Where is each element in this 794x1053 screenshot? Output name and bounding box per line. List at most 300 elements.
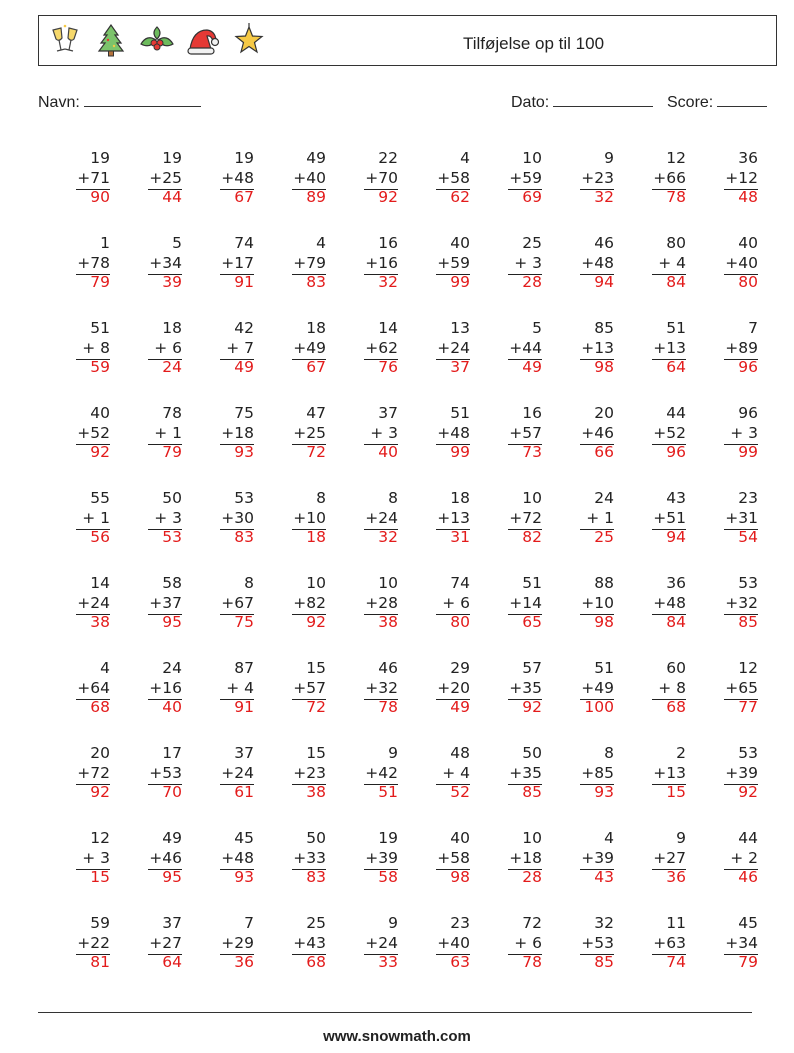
addition-problem (614, 741, 686, 826)
addition-problem (254, 486, 326, 571)
addend-top: 16 (378, 234, 398, 252)
answer: 93 (594, 783, 614, 801)
addition-problem (38, 826, 110, 911)
addend-top: 55 (90, 489, 110, 507)
addend-bottom: +79 (293, 253, 326, 272)
addition-problem (38, 571, 110, 656)
addend-bottom: +12 (725, 168, 758, 187)
addend-top: 5 (532, 319, 542, 337)
answer: 15 (666, 783, 686, 801)
answer: 38 (378, 613, 398, 631)
addition-problem (38, 231, 110, 316)
answer: 33 (378, 953, 398, 971)
answer: 40 (378, 443, 398, 461)
answer: 28 (522, 868, 542, 886)
addend-bottom: +52 (653, 423, 686, 442)
addend-bottom: +25 (293, 423, 326, 442)
addend-bottom: +24 (437, 338, 470, 357)
addend-bottom: +22 (77, 933, 110, 952)
addend-top: 59 (90, 914, 110, 932)
date-line[interactable] (553, 92, 653, 107)
answer: 61 (234, 783, 254, 801)
problem-row (38, 741, 758, 826)
addition-problem (686, 231, 758, 316)
answer: 84 (666, 273, 686, 291)
addition-problem (470, 826, 542, 911)
addition-problem (470, 316, 542, 401)
addend-bottom: +48 (437, 423, 470, 442)
addend-bottom: +30 (221, 508, 254, 527)
addend-top: 12 (738, 659, 758, 677)
addend-top: 4 (604, 829, 614, 847)
addition-problem (254, 316, 326, 401)
addition-problem (110, 231, 182, 316)
answer: 28 (522, 273, 542, 291)
answer: 76 (378, 358, 398, 376)
name-line[interactable] (84, 92, 201, 107)
addend-bottom: +57 (293, 678, 326, 697)
answer: 68 (90, 698, 110, 716)
addend-top: 51 (90, 319, 110, 337)
addition-problem (470, 146, 542, 231)
addend-top: 23 (450, 914, 470, 932)
addend-bottom: +65 (725, 678, 758, 697)
addition-problem (38, 656, 110, 741)
answer: 98 (450, 868, 470, 886)
addend-bottom: +13 (653, 338, 686, 357)
addend-bottom: + 1 (586, 508, 614, 527)
addend-top: 19 (234, 149, 254, 167)
addend-top: 9 (676, 829, 686, 847)
addend-bottom: +34 (149, 253, 182, 272)
score-label: Score: (667, 94, 714, 111)
addend-bottom: +46 (149, 848, 182, 867)
addition-problem (182, 911, 254, 996)
footer-site: www.snowmath.com (323, 1028, 471, 1045)
addend-top: 51 (666, 319, 686, 337)
answer: 94 (594, 273, 614, 291)
addition-problem (542, 656, 614, 741)
addend-top: 29 (450, 659, 470, 677)
addend-top: 25 (522, 234, 542, 252)
addend-top: 85 (594, 319, 614, 337)
addend-bottom: +82 (293, 593, 326, 612)
answer: 96 (738, 358, 758, 376)
addition-problem (542, 401, 614, 486)
addend-bottom: +24 (365, 508, 398, 527)
addend-bottom: +58 (437, 848, 470, 867)
addend-top: 10 (378, 574, 398, 592)
addition-problem (470, 486, 542, 571)
addend-bottom: +31 (725, 508, 758, 527)
addend-bottom: +59 (509, 168, 542, 187)
addend-top: 16 (522, 404, 542, 422)
addend-top: 23 (738, 489, 758, 507)
answer: 37 (450, 358, 470, 376)
addend-top: 8 (388, 489, 398, 507)
answer: 92 (90, 443, 110, 461)
addend-bottom: + 6 (442, 593, 470, 612)
addend-bottom: +43 (293, 933, 326, 952)
name-field (38, 92, 201, 112)
answer: 83 (306, 273, 326, 291)
addend-top: 17 (162, 744, 182, 762)
addend-top: 13 (450, 319, 470, 337)
addition-problem (254, 826, 326, 911)
answer: 53 (162, 528, 182, 546)
problem-row (38, 316, 758, 401)
addend-bottom: +48 (653, 593, 686, 612)
addition-problem (254, 401, 326, 486)
addend-top: 40 (738, 234, 758, 252)
addend-bottom: +29 (221, 933, 254, 952)
answer: 89 (306, 188, 326, 206)
score-field (667, 92, 767, 112)
answer: 73 (522, 443, 542, 461)
addend-top: 4 (316, 234, 326, 252)
addition-problem (398, 231, 470, 316)
addition-problem (614, 401, 686, 486)
addend-bottom: +59 (437, 253, 470, 272)
problem-row (38, 401, 758, 486)
answer: 70 (162, 783, 182, 801)
score-line[interactable] (717, 92, 767, 107)
addend-bottom: +63 (653, 933, 686, 952)
addend-top: 18 (306, 319, 326, 337)
addend-top: 19 (162, 149, 182, 167)
addition-problem (542, 911, 614, 996)
addition-problem (254, 571, 326, 656)
addend-top: 10 (522, 489, 542, 507)
answer: 81 (90, 953, 110, 971)
addend-top: 53 (234, 489, 254, 507)
addend-top: 51 (522, 574, 542, 592)
answer: 80 (450, 613, 470, 631)
addition-problem (470, 911, 542, 996)
addend-bottom: +48 (221, 168, 254, 187)
date-label: Dato: (511, 94, 550, 111)
answer: 36 (666, 868, 686, 886)
answer: 93 (234, 868, 254, 886)
addend-bottom: + 8 (658, 678, 686, 697)
addend-bottom: + 7 (226, 338, 254, 357)
addend-bottom: +23 (293, 763, 326, 782)
addition-problem (110, 401, 182, 486)
addend-top: 80 (666, 234, 686, 252)
addend-top: 50 (522, 744, 542, 762)
addend-top: 1 (100, 234, 110, 252)
addition-problem (398, 571, 470, 656)
addend-bottom: +72 (509, 508, 542, 527)
addend-top: 74 (450, 574, 470, 592)
addend-bottom: +25 (149, 168, 182, 187)
answer: 91 (234, 698, 254, 716)
addend-bottom: + 1 (154, 423, 182, 442)
answer: 98 (594, 613, 614, 631)
problem-row (38, 656, 758, 741)
addend-bottom: +51 (653, 508, 686, 527)
answer: 75 (234, 613, 254, 631)
addition-problem (326, 656, 398, 741)
addend-top: 14 (90, 574, 110, 592)
answer: 15 (90, 868, 110, 886)
answer: 72 (306, 443, 326, 461)
addend-top: 24 (594, 489, 614, 507)
addend-bottom: +14 (509, 593, 542, 612)
answer: 51 (378, 783, 398, 801)
date-field (511, 92, 653, 112)
addend-bottom: +27 (149, 933, 182, 952)
addend-bottom: +46 (581, 423, 614, 442)
addend-bottom: +66 (653, 168, 686, 187)
answer: 90 (90, 188, 110, 206)
addend-bottom: +35 (509, 763, 542, 782)
addition-problem (614, 656, 686, 741)
addition-problem (38, 146, 110, 231)
addend-top: 47 (306, 404, 326, 422)
addition-problem (686, 826, 758, 911)
answer: 49 (450, 698, 470, 716)
addend-bottom: + 6 (514, 933, 542, 952)
addition-problem (326, 741, 398, 826)
addend-bottom: +39 (365, 848, 398, 867)
addend-top: 74 (234, 234, 254, 252)
addition-problem (614, 911, 686, 996)
answer: 95 (162, 613, 182, 631)
addend-top: 19 (90, 149, 110, 167)
addend-top: 7 (748, 319, 758, 337)
addition-problem (326, 231, 398, 316)
addition-problem (398, 316, 470, 401)
addition-problem (182, 826, 254, 911)
addend-top: 11 (666, 914, 686, 932)
footer-divider (38, 1012, 752, 1013)
addend-bottom: +64 (77, 678, 110, 697)
answer: 85 (522, 783, 542, 801)
addend-bottom: +53 (149, 763, 182, 782)
answer: 25 (594, 528, 614, 546)
answer: 98 (594, 358, 614, 376)
addend-bottom: +10 (293, 508, 326, 527)
addition-problem (38, 316, 110, 401)
answer: 79 (90, 273, 110, 291)
addend-top: 18 (450, 489, 470, 507)
addend-bottom: +48 (581, 253, 614, 272)
addend-top: 12 (666, 149, 686, 167)
addend-top: 46 (378, 659, 398, 677)
addend-bottom: +78 (77, 253, 110, 272)
answer: 82 (522, 528, 542, 546)
answer: 39 (162, 273, 182, 291)
addition-problem (470, 231, 542, 316)
answer: 18 (306, 528, 326, 546)
addition-problem (38, 741, 110, 826)
addition-problem (470, 401, 542, 486)
answer: 79 (738, 953, 758, 971)
answer: 68 (666, 698, 686, 716)
addend-top: 20 (90, 744, 110, 762)
answer: 85 (594, 953, 614, 971)
addition-problem (542, 486, 614, 571)
addend-bottom: +89 (725, 338, 758, 357)
addend-top: 8 (244, 574, 254, 592)
addition-problem (110, 741, 182, 826)
addend-top: 24 (162, 659, 182, 677)
addend-bottom: +62 (365, 338, 398, 357)
answer: 77 (738, 698, 758, 716)
addend-bottom: +24 (365, 933, 398, 952)
addend-bottom: +24 (77, 593, 110, 612)
page-title: Tilføjelse op til 100 (462, 34, 605, 53)
addend-top: 96 (738, 404, 758, 422)
addend-top: 50 (162, 489, 182, 507)
addend-bottom: +53 (581, 933, 614, 952)
addend-bottom: +67 (221, 593, 254, 612)
addend-bottom: +16 (149, 678, 182, 697)
problem-grid (38, 146, 758, 996)
addition-problem (398, 741, 470, 826)
answer: 54 (738, 528, 758, 546)
answer: 32 (594, 188, 614, 206)
answer: 92 (522, 698, 542, 716)
problem-row (38, 826, 758, 911)
addend-bottom: +32 (725, 593, 758, 612)
answer: 36 (234, 953, 254, 971)
addition-problem (38, 486, 110, 571)
addend-top: 87 (234, 659, 254, 677)
addend-top: 49 (162, 829, 182, 847)
addition-problem (614, 146, 686, 231)
addend-top: 45 (234, 829, 254, 847)
addend-bottom: +58 (437, 168, 470, 187)
addition-problem (398, 401, 470, 486)
addend-top: 10 (306, 574, 326, 592)
addend-top: 51 (450, 404, 470, 422)
answer: 44 (162, 188, 182, 206)
addend-top: 15 (306, 659, 326, 677)
answer: 92 (738, 783, 758, 801)
addition-problem (398, 911, 470, 996)
addition-problem (254, 911, 326, 996)
answer: 66 (594, 443, 614, 461)
addend-bottom: +48 (221, 848, 254, 867)
addend-top: 7 (244, 914, 254, 932)
addend-top: 8 (604, 744, 614, 762)
addend-bottom: +17 (221, 253, 254, 272)
addition-problem (326, 486, 398, 571)
addition-problem (110, 316, 182, 401)
addend-top: 42 (234, 319, 254, 337)
addend-top: 5 (172, 234, 182, 252)
answer: 99 (450, 443, 470, 461)
addition-problem (614, 571, 686, 656)
addition-problem (398, 656, 470, 741)
addend-top: 36 (666, 574, 686, 592)
answer: 92 (90, 783, 110, 801)
answer: 40 (162, 698, 182, 716)
addend-top: 4 (460, 149, 470, 167)
answer: 46 (738, 868, 758, 886)
addend-bottom: +40 (725, 253, 758, 272)
addend-bottom: +52 (77, 423, 110, 442)
addend-bottom: +16 (365, 253, 398, 272)
answer: 69 (522, 188, 542, 206)
answer: 80 (738, 273, 758, 291)
addition-problem (614, 486, 686, 571)
addend-bottom: + 8 (82, 338, 110, 357)
answer: 68 (306, 953, 326, 971)
answer: 100 (584, 698, 614, 716)
addition-problem (254, 656, 326, 741)
addend-top: 9 (388, 744, 398, 762)
addition-problem (398, 826, 470, 911)
addition-problem (614, 231, 686, 316)
addend-top: 20 (594, 404, 614, 422)
addition-problem (542, 741, 614, 826)
addend-bottom: +44 (509, 338, 542, 357)
addend-top: 53 (738, 744, 758, 762)
addend-top: 2 (676, 744, 686, 762)
addend-bottom: +85 (581, 763, 614, 782)
problem-row (38, 911, 758, 996)
addend-bottom: +34 (725, 933, 758, 952)
addition-problem (182, 146, 254, 231)
addend-top: 60 (666, 659, 686, 677)
addend-top: 19 (378, 829, 398, 847)
addition-problem (182, 231, 254, 316)
addend-top: 40 (90, 404, 110, 422)
addend-top: 78 (162, 404, 182, 422)
answer: 65 (522, 613, 542, 631)
addend-bottom: + 6 (154, 338, 182, 357)
addend-bottom: +39 (725, 763, 758, 782)
addend-top: 15 (306, 744, 326, 762)
addition-problem (470, 571, 542, 656)
addend-top: 9 (604, 149, 614, 167)
addend-bottom: +49 (293, 338, 326, 357)
problem-row (38, 231, 758, 316)
addend-bottom: +18 (509, 848, 542, 867)
answer: 38 (90, 613, 110, 631)
addition-problem (326, 571, 398, 656)
addition-problem (686, 401, 758, 486)
addition-problem (110, 656, 182, 741)
addition-problem (686, 911, 758, 996)
addend-bottom: +39 (581, 848, 614, 867)
addend-bottom: +57 (509, 423, 542, 442)
addend-top: 37 (378, 404, 398, 422)
addition-problem (254, 146, 326, 231)
addition-problem (398, 486, 470, 571)
addition-problem (542, 571, 614, 656)
answer: 63 (450, 953, 470, 971)
addend-top: 40 (450, 829, 470, 847)
answer: 99 (738, 443, 758, 461)
addend-bottom: +13 (437, 508, 470, 527)
addition-problem (542, 316, 614, 401)
addition-problem (254, 231, 326, 316)
addition-problem (110, 911, 182, 996)
addend-top: 50 (306, 829, 326, 847)
answer: 59 (90, 358, 110, 376)
addition-problem (542, 146, 614, 231)
addend-bottom: + 3 (370, 423, 398, 442)
addend-top: 37 (162, 914, 182, 932)
addend-bottom: + 3 (730, 423, 758, 442)
answer: 38 (306, 783, 326, 801)
addend-top: 4 (100, 659, 110, 677)
addend-top: 49 (306, 149, 326, 167)
